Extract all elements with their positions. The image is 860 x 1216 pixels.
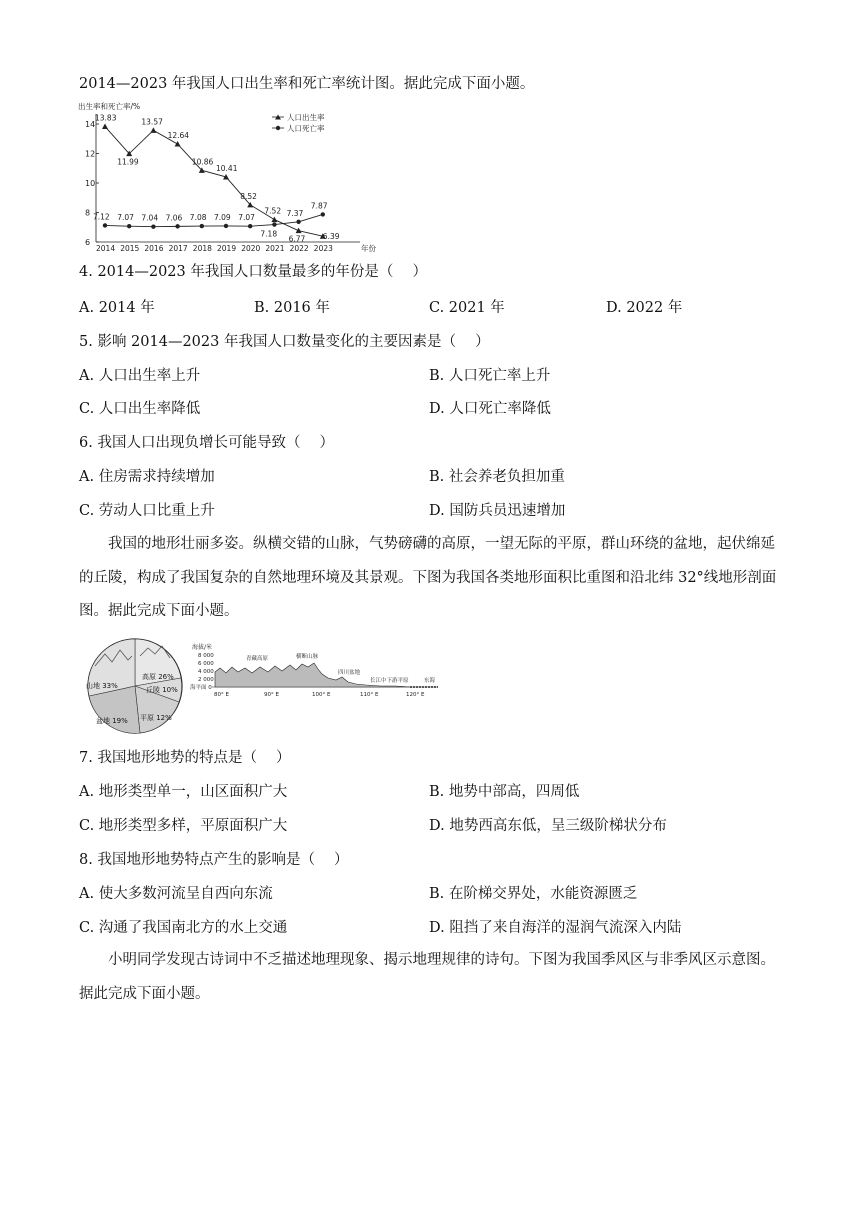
death-rate-point bbox=[151, 224, 155, 228]
monsoon-intro: 小明同学发现古诗词中不乏描述地理现象、揭示地理规律的诗句。下图为我国季风区与非季风区示意图。据此完成下面小题。 bbox=[79, 952, 775, 1002]
y-tick-label: 6 bbox=[85, 238, 91, 247]
x-tick-label: 2023 bbox=[313, 244, 333, 253]
y-tick-label: 14 bbox=[85, 120, 96, 129]
birth-rate-point bbox=[175, 141, 181, 147]
svg-text:2 000: 2 000 bbox=[198, 677, 214, 683]
pie-label-basins: 盆地 19% bbox=[96, 717, 128, 725]
q6-option-b[interactable]: B. 社会养老负担加重 bbox=[429, 469, 565, 485]
x-tick-label: 2022 bbox=[289, 244, 309, 253]
death-rate-point bbox=[200, 224, 204, 228]
birth-rate-label: 13.57 bbox=[141, 117, 163, 127]
circle-marker-icon bbox=[276, 126, 280, 130]
death-rate-label: 7.12 bbox=[93, 212, 110, 222]
q8-option-d[interactable]: D. 阻挡了来自海洋的湿润气流深入内陆 bbox=[429, 920, 682, 936]
q5-option-b[interactable]: B. 人口死亡率上升 bbox=[429, 368, 551, 384]
birth-rate-point bbox=[271, 217, 277, 223]
x-tick-label: 2019 bbox=[217, 244, 237, 253]
y-tick-label: 10 bbox=[85, 179, 96, 188]
svg-text:4 000: 4 000 bbox=[198, 669, 214, 675]
q5-stem: 5. 影响 2014—2023 年我国人口数量变化的主要因素是（ ） bbox=[79, 334, 490, 350]
profile-region-4: 长江中下游平原 bbox=[370, 678, 409, 684]
q7-stem: 7. 我国地形地势的特点是（ ） bbox=[79, 750, 291, 766]
svg-text:80° E: 80° E bbox=[214, 692, 229, 698]
svg-text:8 000: 8 000 bbox=[198, 653, 214, 659]
birth-rate-point bbox=[296, 228, 302, 234]
q8-stem: 8. 我国地形地势特点产生的影响是（ ） bbox=[79, 852, 349, 868]
death-rate-label: 7.07 bbox=[238, 213, 255, 223]
svg-text:110° E: 110° E bbox=[360, 692, 379, 698]
q6-stem: 6. 我国人口出现负增长可能导致（ ） bbox=[79, 435, 335, 451]
birth-rate-label: 6.39 bbox=[322, 232, 340, 242]
pie-label-hills: 丘陵 10% bbox=[146, 686, 178, 694]
pie-label-plateau: 高原 26% bbox=[142, 673, 174, 681]
death-rate-point bbox=[321, 212, 325, 216]
q6-option-a[interactable]: A. 住房需求持续增加 bbox=[79, 469, 215, 485]
birth-rate-label: 13.83 bbox=[95, 113, 117, 123]
birth-rate-label: 7.52 bbox=[264, 206, 282, 216]
profile-region-1: 青藏高原 bbox=[246, 656, 269, 662]
x-tick-label: 2021 bbox=[265, 244, 285, 253]
q4-option-c[interactable]: C. 2021 年 bbox=[429, 300, 505, 316]
terrain-intro: 我国的地形壮丽多姿。纵横交错的山脉，气势磅礴的高原，一望无际的平原，群山环绕的盆地，起伏绵延的丘陵，构成了我国复杂的自然地理环境及其景观。下图为我国各类地形面积比重图和沿北纬 32°线地形剖面图。据此完成下面小题。 bbox=[79, 536, 777, 619]
birth-rate-point bbox=[150, 127, 156, 133]
terrain-profile-32n bbox=[190, 642, 440, 708]
birth-rate-label: 10.41 bbox=[216, 163, 238, 173]
x-tick-label: 2020 bbox=[241, 244, 261, 253]
x-tick-label: 2016 bbox=[144, 244, 164, 253]
birth-rate-label: 10.86 bbox=[191, 157, 214, 167]
death-rate-point bbox=[175, 224, 179, 228]
x-tick-label: 2018 bbox=[192, 244, 212, 253]
intro-text: 2014—2023 年我国人口出生率和死亡率统计图。据此完成下面小题。 bbox=[79, 76, 535, 92]
y-tick-label: 8 bbox=[85, 208, 91, 218]
death-rate-point bbox=[103, 223, 107, 227]
svg-text:6 000: 6 000 bbox=[198, 661, 214, 667]
birth-rate-label: 11.99 bbox=[117, 157, 139, 167]
x-tick-label: 2014 bbox=[96, 244, 116, 253]
birth-death-rate-chart bbox=[78, 100, 378, 254]
death-rate-label: 7.18 bbox=[260, 229, 278, 239]
q4-option-b[interactable]: B. 2016 年 bbox=[254, 300, 330, 316]
profile-region-3: 四川盆地 bbox=[338, 670, 361, 676]
svg-text:海平面 0: 海平面 0 bbox=[190, 685, 212, 691]
birth-rate-label: 6.77 bbox=[288, 234, 306, 244]
svg-text:100° E: 100° E bbox=[312, 692, 331, 698]
q6-option-d[interactable]: D. 国防兵员迅速增加 bbox=[429, 503, 566, 519]
death-rate-label: 7.37 bbox=[286, 208, 304, 218]
profile-ylabel: 海拔/米 bbox=[192, 644, 213, 651]
birth-rate-label: 12.64 bbox=[167, 131, 190, 141]
death-rate-point bbox=[272, 222, 276, 226]
death-rate-label: 7.87 bbox=[310, 201, 328, 211]
q8-option-b[interactable]: B. 在阶梯交界处，水能资源匮乏 bbox=[429, 886, 638, 902]
death-rate-label: 7.09 bbox=[214, 212, 231, 222]
chart-legend bbox=[272, 112, 325, 133]
death-rate-label: 7.04 bbox=[141, 213, 159, 223]
q4-option-a[interactable]: A. 2014 年 bbox=[79, 300, 155, 316]
death-rate-label: 7.06 bbox=[165, 213, 183, 223]
q4-stem: 4. 2014—2023 年我国人口数量最多的年份是（ ） bbox=[79, 264, 427, 280]
q7-option-b[interactable]: B. 地势中部高，四周低 bbox=[429, 784, 580, 800]
birth-rate-point bbox=[102, 124, 108, 130]
pie-label-plains: 平原 12% bbox=[140, 714, 172, 722]
death-rate-point bbox=[248, 224, 252, 228]
q5-option-a[interactable]: A. 人口出生率上升 bbox=[79, 368, 201, 384]
q8-option-a[interactable]: A. 使大多数河流呈自西向东流 bbox=[79, 886, 273, 902]
legend-death: 人口死亡率 bbox=[287, 124, 325, 133]
q5-option-c[interactable]: C. 人口出生率降低 bbox=[79, 401, 201, 417]
q8-option-c[interactable]: C. 沟通了我国南北方的水上交通 bbox=[79, 920, 288, 936]
profile-region-5: 东海 bbox=[424, 678, 436, 684]
y-tick-label: 12 bbox=[85, 149, 96, 159]
chart-xlabel: 年份 bbox=[361, 244, 376, 253]
chart-ylabel: 出生率和死亡率/% bbox=[78, 102, 141, 111]
q6-option-c[interactable]: C. 劳动人口比重上升 bbox=[79, 503, 215, 519]
q5-option-d[interactable]: D. 人口死亡率降低 bbox=[429, 401, 551, 417]
x-tick-label: 2017 bbox=[168, 244, 188, 253]
q4-option-d[interactable]: D. 2022 年 bbox=[606, 300, 683, 316]
death-rate-point bbox=[127, 224, 131, 228]
q7-option-d[interactable]: D. 地势西高东低，呈三级阶梯状分布 bbox=[429, 818, 667, 834]
legend-birth: 人口出生率 bbox=[287, 113, 325, 122]
birth-rate-label: 8.52 bbox=[240, 191, 257, 201]
svg-text:90° E: 90° E bbox=[264, 692, 279, 698]
death-rate-point bbox=[224, 224, 228, 228]
pie-label-mountains: 山地 33% bbox=[86, 682, 118, 690]
svg-text:120° E: 120° E bbox=[406, 692, 425, 698]
terrain-area-pie bbox=[80, 636, 190, 736]
q7-option-c[interactable]: C. 地形类型多样，平原面积广大 bbox=[79, 818, 288, 834]
death-rate-point bbox=[296, 220, 300, 224]
death-rate-label: 7.08 bbox=[189, 213, 207, 223]
profile-region-2: 横断山脉 bbox=[296, 654, 319, 660]
death-rate-label: 7.07 bbox=[117, 213, 134, 223]
x-tick-label: 2015 bbox=[120, 244, 140, 253]
q7-option-a[interactable]: A. 地形类型单一，山区面积广大 bbox=[79, 784, 288, 800]
